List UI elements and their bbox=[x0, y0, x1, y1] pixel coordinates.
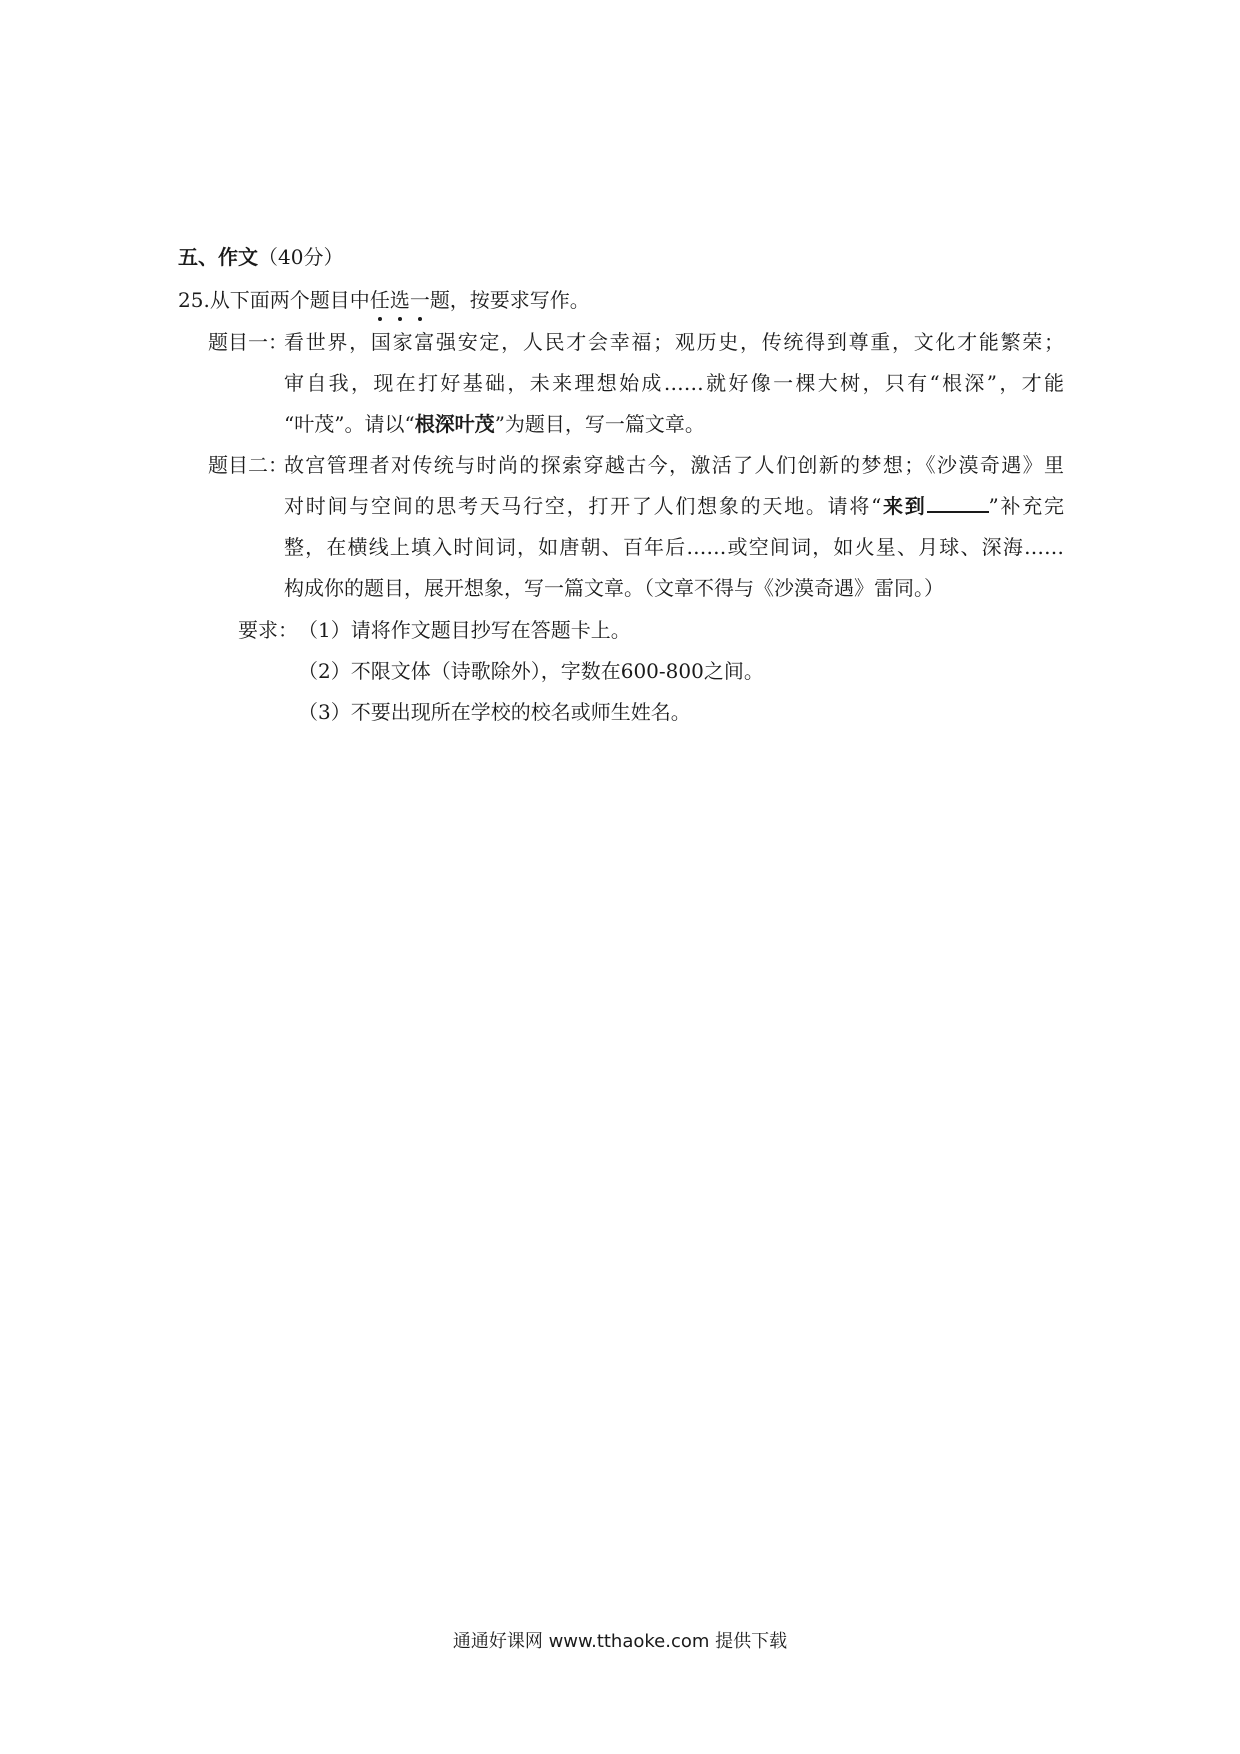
topic1-line3-before: “叶茂”。请以“ bbox=[284, 412, 415, 436]
requirement-item: （3）不要出现所在学校的校名或师生姓名。 bbox=[298, 700, 691, 724]
topic2-line2-after: ”补充完 bbox=[988, 494, 1064, 518]
topic1-title: 根深叶茂 bbox=[414, 412, 495, 436]
topic2-line: 整，在横线上填入时间词，如唐朝、百年后……或空间词，如火星、月球、深海…… bbox=[284, 535, 1064, 559]
topic2-title-bold: 来到 bbox=[881, 494, 927, 518]
section-score: （40分） bbox=[258, 245, 344, 269]
requirements-label: 要求： bbox=[238, 618, 298, 642]
topic2-line2-before: 对时间与空间的思考天马行空，打开了人们想象的天地。请将“ bbox=[284, 494, 882, 518]
topic2-label: 题目二： bbox=[208, 453, 288, 477]
emphasis-char: 一 bbox=[409, 288, 430, 312]
section-title: 五、作文 bbox=[178, 245, 258, 269]
topic2-line bbox=[284, 492, 1064, 520]
question-number: 25. bbox=[178, 288, 210, 312]
requirement-item: （2）不限文体（诗歌除外），字数在600-800之间。 bbox=[298, 659, 764, 683]
footer-source: 通通好课网 www.tthaoke.com 提供下载 bbox=[452, 1631, 788, 1652]
question-prompt bbox=[178, 286, 590, 314]
question-suffix: 题，按要求写作。 bbox=[429, 288, 590, 312]
topic1-label: 题目一： bbox=[208, 330, 288, 354]
topic2-line: 故宫管理者对传统与时尚的探索穿越古今，激活了人们创新的梦想；《沙漠奇遇》里 bbox=[284, 453, 1064, 477]
section-heading bbox=[178, 243, 343, 271]
topic1-line3-after: ”为题目，写一篇文章。 bbox=[494, 412, 705, 436]
fill-in-blank bbox=[927, 493, 989, 513]
question-prefix: 从下面两个题目中 bbox=[209, 288, 370, 312]
topic1-line: 看世界，国家富强安定，人民才会幸福；观历史，传统得到尊重，文化才能繁荣； bbox=[284, 330, 1064, 354]
emphasis-char: 选 bbox=[389, 288, 410, 312]
topic1-line bbox=[284, 410, 1064, 438]
topic2-line: 构成你的题目，展开想象，写一篇文章。（文章不得与《沙漠奇遇》雷同。） bbox=[284, 576, 944, 600]
requirement-item: （1）请将作文题目抄写在答题卡上。 bbox=[298, 618, 631, 642]
emphasis-char: 任 bbox=[369, 288, 390, 312]
topic1-line: 审自我，现在打好基础，未来理想始成……就好像一棵大树，只有“根深”，才能 bbox=[284, 371, 1064, 395]
